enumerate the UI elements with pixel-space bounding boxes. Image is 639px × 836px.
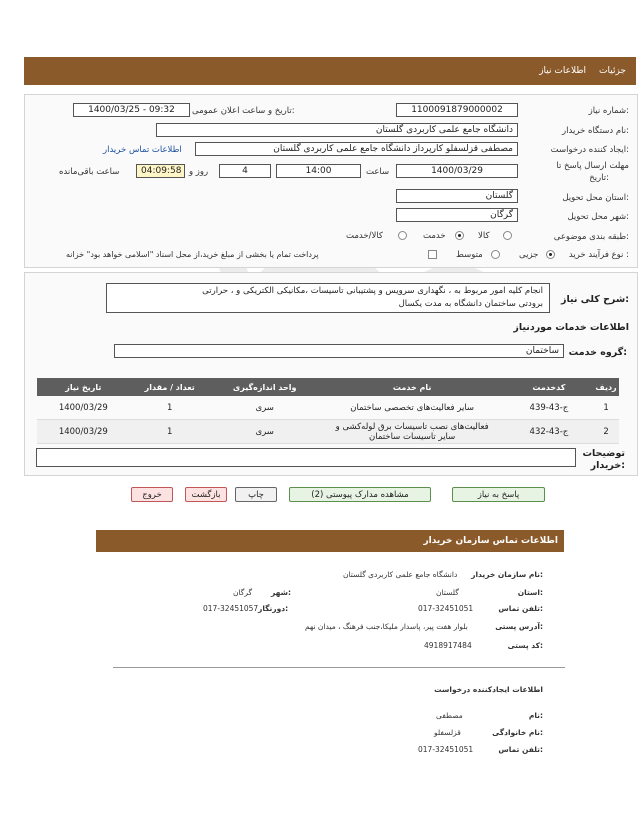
exit-button[interactable]: خروج <box>131 487 173 502</box>
services-table <box>37 378 619 444</box>
service-group-label: گروه خدمت: <box>568 347 627 358</box>
row-service-name-line2: سایر تاسیسات ساختمان <box>369 431 456 442</box>
creator-name-label: نام: <box>528 711 543 720</box>
col-service-code: کدخدمت <box>505 378 593 396</box>
row-service-code: ج-43-439 <box>505 396 593 420</box>
back-button[interactable]: بازگشت <box>185 487 227 502</box>
process-type-label: نوع فرآیند خرید : <box>568 250 629 260</box>
contact-city-label: شهر: <box>271 588 291 597</box>
process-medium-label: متوسط <box>456 250 483 260</box>
row-service-code: ج-43-432 <box>505 420 593 444</box>
buyer-notes-label-2: خریدار: <box>590 460 625 471</box>
contact-address-value: بلوار هفت پیر، پاسدار ملیکا،جنب فرهنگ ، میدان نهم <box>305 622 468 631</box>
creator-family-label: نام خانوادگی: <box>492 728 543 737</box>
category-goods-service-label: کالا/خدمت <box>346 231 383 241</box>
creator-phone-value: 017-32451051 <box>418 745 474 754</box>
treasury-payment-note: پرداخت تمام یا بخشی از مبلغ خرید،از محل اسناد "اسلامی خواهد بود" خزانه <box>66 250 319 259</box>
row-quantity: 1 <box>130 420 210 444</box>
category-goods-service-radio[interactable] <box>398 231 407 240</box>
contact-fax-value: 017-32451057 <box>203 604 259 613</box>
city-label: شهر محل تحویل: <box>567 212 629 222</box>
view-attachments-button[interactable]: مشاهده مدارک پیوستی (2) <box>289 487 431 502</box>
row-quantity: 1 <box>130 396 210 420</box>
contact-org-label: نام سازمان خریدار: <box>471 570 543 579</box>
need-number-field: 1100091879000002 <box>396 103 518 117</box>
treasury-payment-checkbox[interactable] <box>428 250 437 259</box>
print-button[interactable]: چاپ <box>235 487 277 502</box>
creator-family-value: قزلسفلو <box>434 728 461 737</box>
days-remaining-field: 4 <box>219 164 271 178</box>
deadline-date-field: 1400/03/29 <box>396 164 518 178</box>
creator-field: مصطفی قزلسفلو کارپرداز دانشگاه جامع علمی کاربردی گلستان <box>195 142 518 156</box>
category-service-radio[interactable] <box>455 231 464 240</box>
contact-phone-label: تلفن تماس: <box>498 604 543 613</box>
city-field: گرگان <box>396 208 518 222</box>
category-label: طبقه بندی موضوعی: <box>553 232 629 242</box>
deadline-time-field: 14:00 <box>276 164 361 178</box>
row-service-name-line1: سایر فعالیت‌های تخصصی ساختمان <box>350 402 475 413</box>
process-medium-radio[interactable] <box>491 250 500 259</box>
deadline-label-line2: تاریخ: <box>589 173 609 183</box>
contact-address-label: آدرس پستی: <box>495 622 543 631</box>
deadline-label-line1: مهلت ارسال پاسخ تا <box>556 161 629 171</box>
contact-section-header <box>96 530 564 552</box>
announce-date-field: 1400/03/25 - 09:32 <box>73 103 190 117</box>
summary-text-line1: انجام کلیه امور مربوط به ، نگهداری سرویس و پشتیبانی تاسیسات ،مکانیکی الکتریکی و ، حرارتی <box>202 286 543 296</box>
summary-text-line2: برودتی ساختمان دانشگاه به مدت یکسال <box>398 299 543 309</box>
category-goods-radio[interactable] <box>503 231 512 240</box>
nav-need-info[interactable]: اطلاعات نیاز <box>539 66 586 76</box>
row-unit: سری <box>210 420 320 444</box>
creator-phone-label: تلفن تماس: <box>498 745 543 754</box>
contact-org-value: دانشگاه جامع علمی کاربردی گلستان <box>343 570 458 579</box>
services-section-title: اطلاعات خدمات موردنیاز <box>513 322 629 333</box>
col-quantity: تعداد / مقدار <box>130 378 210 396</box>
process-minor-label: جزیی <box>519 250 539 260</box>
row-unit: سری <box>210 396 320 420</box>
row-index: 2 <box>593 420 619 444</box>
summary-label: شرح کلی نیاز: <box>560 294 629 305</box>
buyer-contact-link[interactable]: اطلاعات تماس خریدار <box>103 145 182 155</box>
remaining-time-field: 04:09:58 <box>136 164 185 178</box>
buyer-org-field: دانشگاه جامع علمی کاربردی گلستان <box>156 123 518 137</box>
col-index: ردیف <box>593 378 619 396</box>
col-unit: واحد اندازه‌گیری <box>210 378 320 396</box>
process-minor-radio[interactable] <box>546 250 555 259</box>
creator-name-value: مصطفی <box>436 711 463 720</box>
creator-label: ایجاد کننده درخواست: <box>550 145 629 155</box>
contact-phone-value: 017-32451051 <box>418 604 474 613</box>
row-service-name <box>320 420 505 444</box>
row-need-date: 1400/03/29 <box>37 420 130 444</box>
contact-city-value: گرگان <box>233 588 253 597</box>
table-header-row <box>37 378 619 396</box>
row-service-name <box>320 396 505 420</box>
contact-postal-value: 4918917484 <box>424 641 472 650</box>
buyer-org-label: نام دستگاه خریدار: <box>562 126 629 136</box>
contact-divider <box>113 667 565 668</box>
time-label: ساعت <box>366 167 390 177</box>
province-field: گلستان <box>396 189 518 203</box>
announce-label: تاریخ و ساعت اعلان عمومی: <box>192 106 295 116</box>
buyer-notes-box <box>36 448 576 467</box>
row-index: 1 <box>593 396 619 420</box>
col-service-name: نام خدمت <box>320 378 505 396</box>
category-service-label: خدمت <box>423 231 446 241</box>
nav-details[interactable]: جزئیات <box>599 66 626 76</box>
contact-postal-label: کد پستی: <box>507 641 543 650</box>
province-label: استان محل تحویل: <box>562 193 629 203</box>
days-label: روز و <box>189 167 209 177</box>
top-nav-bar <box>24 57 636 85</box>
remaining-label: ساعت باقی‌مانده <box>59 167 120 177</box>
contact-province-label: استان: <box>517 588 543 597</box>
table-row <box>37 396 619 420</box>
creator-info-title: اطلاعات ایجادکننده درخواست <box>434 685 543 694</box>
summary-textbox <box>106 283 550 313</box>
buyer-notes-label-1: توضیحات <box>582 448 625 459</box>
row-service-name-line1: فعالیت‌های نصب تاسیسات برق لوله‌کشی و <box>335 421 489 432</box>
service-group-field: ساختمان <box>114 344 564 358</box>
col-need-date: تاریخ نیاز <box>37 378 130 396</box>
category-goods-label: کالا <box>478 231 490 241</box>
table-row <box>37 420 619 444</box>
contact-fax-label: دورنگار: <box>258 604 289 613</box>
reply-to-need-button[interactable]: پاسخ به نیاز <box>452 487 545 502</box>
contact-province-value: گلستان <box>436 588 459 597</box>
need-info-panel <box>24 94 638 268</box>
contact-section-title: اطلاعات تماس سازمان خریدار <box>423 536 558 546</box>
need-number-label: شماره نیاز: <box>588 106 629 116</box>
row-need-date: 1400/03/29 <box>37 396 130 420</box>
